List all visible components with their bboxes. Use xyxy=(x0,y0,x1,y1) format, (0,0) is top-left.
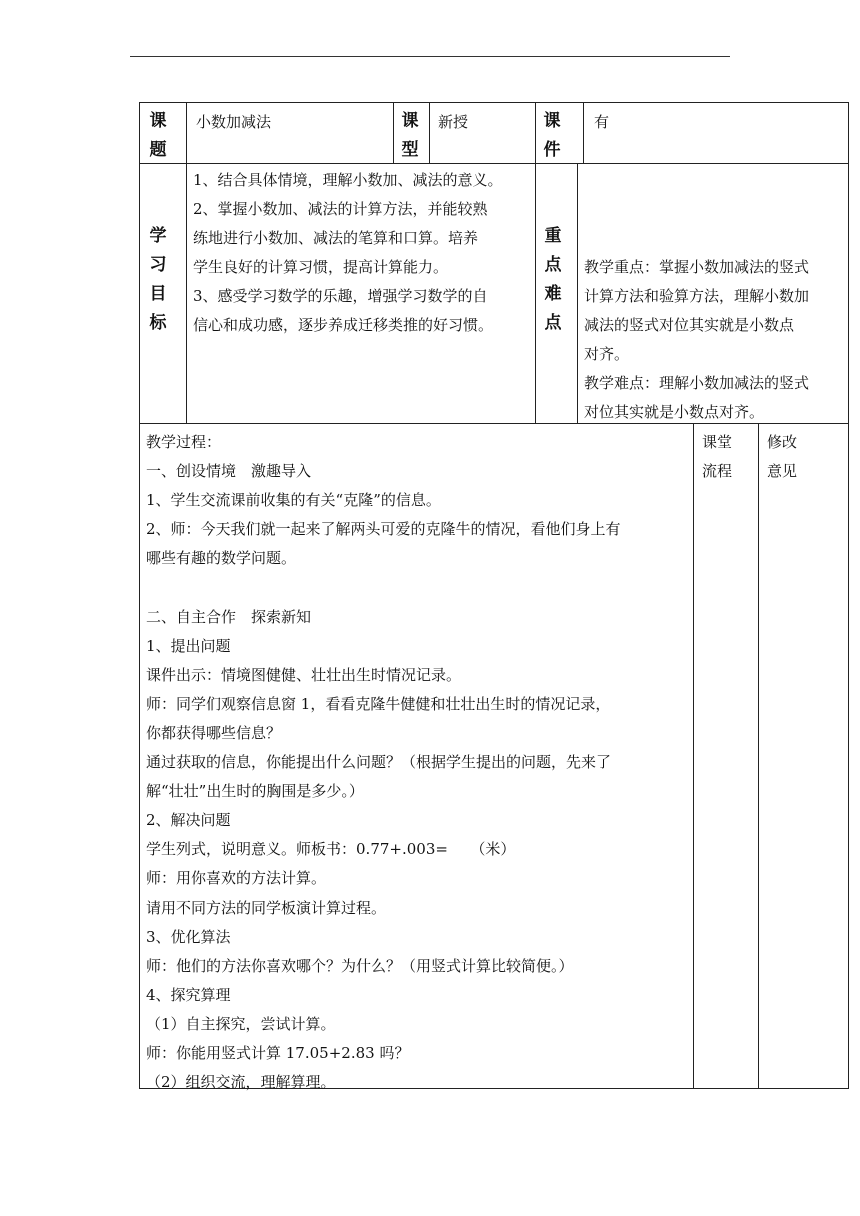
goals-label xyxy=(148,222,168,338)
process-line: 4、探究算理 xyxy=(146,985,231,1004)
col-divider xyxy=(583,102,584,163)
keypoints-label-char-4: 点 xyxy=(544,313,562,333)
process-line: 师：你能用竖式计算 17.05+2.83 吗？ xyxy=(146,1043,410,1062)
keypoints-label xyxy=(543,222,563,338)
process-line: 3、优化算法 xyxy=(146,927,231,946)
courseware-label-char-1: 课 xyxy=(543,111,561,131)
keypoints-label-char-3: 难 xyxy=(544,284,562,304)
revise-label-line-2: 意见 xyxy=(767,462,798,480)
courseware-label xyxy=(542,107,562,165)
process-line: 1、提出问题 xyxy=(146,636,231,655)
type-label-char-1: 课 xyxy=(401,111,419,131)
process-line: 哪些有趣的数学问题。 xyxy=(146,549,297,568)
process-line: 师：他们的方法你喜欢哪个？为什么？（用竖式计算比较简便。） xyxy=(146,956,574,975)
col-divider xyxy=(535,163,536,423)
goals-text xyxy=(193,166,531,340)
row-divider xyxy=(139,163,849,164)
process-line: 教学过程： xyxy=(146,433,222,451)
process-line: 学生列式，说明意义。师板书：0.77+.003= （米） xyxy=(146,840,516,859)
flow-label-line-1: 课堂 xyxy=(702,433,733,451)
goals-line: 练地进行小数加、减法的笔算和口算。培养 xyxy=(193,229,479,247)
process-line: 课件出示：情境图健健、壮壮出生时情况记录。 xyxy=(146,665,462,684)
keypoints-label-char-1: 重 xyxy=(544,226,562,246)
col-divider xyxy=(758,423,759,1089)
type-label-char-2: 型 xyxy=(401,140,419,160)
process-line: （2）组织交流，理解算理。 xyxy=(146,1073,336,1092)
process-line: 解“壮壮”出生时的胸围是多少。） xyxy=(146,782,364,801)
process-line: （1）自主探究，尝试计算。 xyxy=(146,1014,336,1033)
keypoints-line: 减法的竖式对位其实就是小数点 xyxy=(584,316,795,334)
keypoints-line: 教学难点：理解小数加减法的竖式 xyxy=(584,374,810,392)
type-value: 新授 xyxy=(438,113,469,131)
col-divider xyxy=(393,102,394,163)
col-divider xyxy=(186,102,187,163)
flow-label-line-2: 流程 xyxy=(702,462,733,480)
col-divider xyxy=(535,102,536,163)
process-line: 通过获取的信息，你能提出什么问题？（根据学生提出的问题，先来了 xyxy=(146,753,612,772)
goals-line: 1、结合具体情境，理解小数加、减法的意义。 xyxy=(193,171,503,189)
keypoints-text xyxy=(584,253,846,427)
process-line: 1、学生交流课前收集的有关“克隆”的信息。 xyxy=(146,491,441,510)
header-rule xyxy=(130,56,730,57)
goals-label-char-3: 目 xyxy=(149,284,167,304)
process-line: 一、创设情境 激趣导入 xyxy=(146,462,312,481)
revise-label xyxy=(767,428,797,486)
process-line: 2、师：今天我们就一起来了解两头可爱的克隆牛的情况，看他们身上有 xyxy=(146,520,621,539)
goals-line: 学生良好的计算习惯，提高计算能力。 xyxy=(193,258,449,276)
topic-label xyxy=(148,107,168,165)
keypoints-line: 教学重点：掌握小数加减法的竖式 xyxy=(584,258,810,276)
topic-label-char-1: 课 xyxy=(149,111,167,131)
flow-label xyxy=(702,428,732,486)
process-line: 你都获得哪些信息？ xyxy=(146,723,282,742)
process-line: 二、自主合作 探索新知 xyxy=(146,607,312,626)
process-line: 师：用你喜欢的方法计算。 xyxy=(146,869,327,888)
keypoints-label-char-2: 点 xyxy=(544,255,562,275)
goals-line: 3、感受学习数学的乐趣，增强学习数学的自 xyxy=(193,287,488,305)
col-divider xyxy=(186,163,187,423)
goals-label-char-1: 学 xyxy=(149,226,167,246)
keypoints-line: 对位其实就是小数点对齐。 xyxy=(584,403,765,421)
col-divider xyxy=(693,423,694,1089)
goals-label-char-4: 标 xyxy=(149,313,167,333)
process-line xyxy=(146,573,690,602)
keypoints-line: 对齐。 xyxy=(584,345,630,363)
col-divider xyxy=(577,163,578,423)
courseware-label-char-2: 件 xyxy=(543,140,561,160)
goals-line: 2、掌握小数加、减法的计算方法，并能较熟 xyxy=(193,200,488,218)
process-line: 2、解决问题 xyxy=(146,811,231,830)
revise-label-line-1: 修改 xyxy=(767,433,798,451)
teaching-process xyxy=(146,428,690,1097)
process-line: 师：同学们观察信息窗 1，看看克隆牛健健和壮壮出生时的情况记录， xyxy=(146,694,611,713)
courseware-value: 有 xyxy=(594,113,610,131)
keypoints-line: 计算方法和验算方法，理解小数加 xyxy=(584,287,810,305)
topic-label-char-2: 题 xyxy=(149,140,167,160)
goals-line: 信心和成功感，逐步养成迁移类推的好习惯。 xyxy=(193,316,494,334)
process-line: 请用不同方法的同学板演计算过程。 xyxy=(146,898,387,917)
type-label xyxy=(400,107,420,165)
goals-label-char-2: 习 xyxy=(149,255,167,275)
topic-value: 小数加减法 xyxy=(196,113,272,131)
col-divider xyxy=(429,102,430,163)
